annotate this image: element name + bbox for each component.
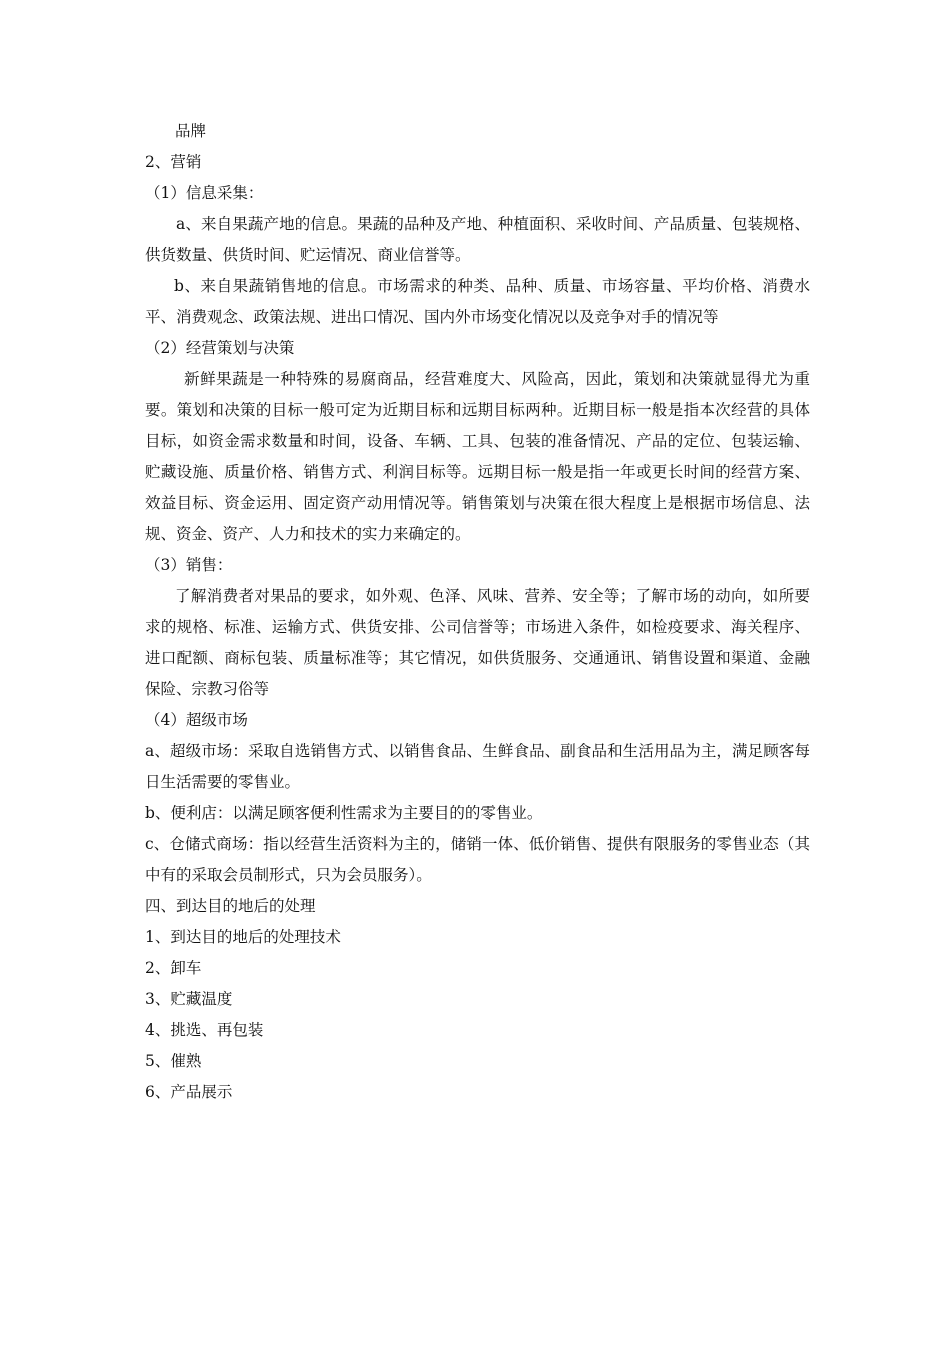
supermarket-paragraph: a、超级市场：采取自选销售方式、以销售食品、生鲜食品、副食品和生活用品为主，满足顾客每日生活需要的零售业。 — [145, 742, 810, 791]
supermarket-heading: （4）超级市场 — [145, 711, 248, 729]
section-marketing-heading: 2、营销 — [145, 153, 202, 171]
brand-line: 品牌 — [175, 122, 207, 140]
list-item: 2、卸车 — [145, 959, 202, 977]
planning-decision-paragraph: 新鲜果蔬是一种特殊的易腐商品，经营难度大、风险高，因此，策划和决策就显得尤为重要。策划和决策的目标一般可定为近期目标和远期目标两种。近期目标一般是指本次经营的具体目标，如资金需求数量和时间，设备、车辆、工具、包装的准备情况、产品的定位、包装运输、贮藏设施、质量价格、销售方式、利润目标等。远期目标一般是指一年或更长时间的经营方案、效益目标、资金运用、固定资产动用情况等。销售策划与决策在很大程度上是根据市场信息、法规、资金、资产、人力和技术的实力来确定的。 — [145, 370, 810, 543]
section-arrival-heading: 四、到达目的地后的处理 — [145, 897, 316, 915]
list-item: 1、到达目的地后的处理技术 — [145, 928, 341, 946]
list-item: 3、贮藏温度 — [145, 990, 233, 1008]
list-item: 4、挑选、再包装 — [145, 1021, 264, 1039]
list-item: 5、催熟 — [145, 1052, 202, 1070]
document-page — [145, 116, 810, 1108]
info-sales-paragraph: b、来自果蔬销售地的信息。市场需求的种类、品种、质量、市场容量、平均价格、消费水平、消费观念、政策法规、进出口情况、国内外市场变化情况以及竞争对手的情况等 — [145, 277, 810, 326]
sales-heading: （3）销售： — [145, 556, 233, 574]
convenience-store-paragraph: b、便利店：以满足顾客便利性需求为主要目的的零售业。 — [145, 804, 543, 822]
warehouse-store-paragraph: c、仓储式商场：指以经营生活资料为主的，储销一体、低价销售、提供有限服务的零售业态（其中有的采取会员制形式，只为会员服务）。 — [145, 835, 810, 884]
list-item: 6、产品展示 — [145, 1083, 233, 1101]
sales-paragraph: 了解消费者对果品的要求，如外观、色泽、风味、营养、安全等；了解市场的动向，如所要求的规格、标准、运输方式、供货安排、公司信誉等；市场进入条件，如检疫要求、海关程序、进口配额、商标包装、质量标准等；其它情况，如供货服务、交通通讯、销售设置和渠道、金融保险、宗教习俗等 — [145, 587, 810, 698]
planning-decision-heading: （2）经营策划与决策 — [145, 339, 295, 357]
info-collection-heading: （1）信息采集： — [145, 184, 264, 202]
info-origin-paragraph: a、来自果蔬产地的信息。果蔬的品种及产地、种植面积、采收时间、产品质量、包装规格、供货数量、供货时间、贮运情况、商业信誉等。 — [145, 215, 810, 264]
